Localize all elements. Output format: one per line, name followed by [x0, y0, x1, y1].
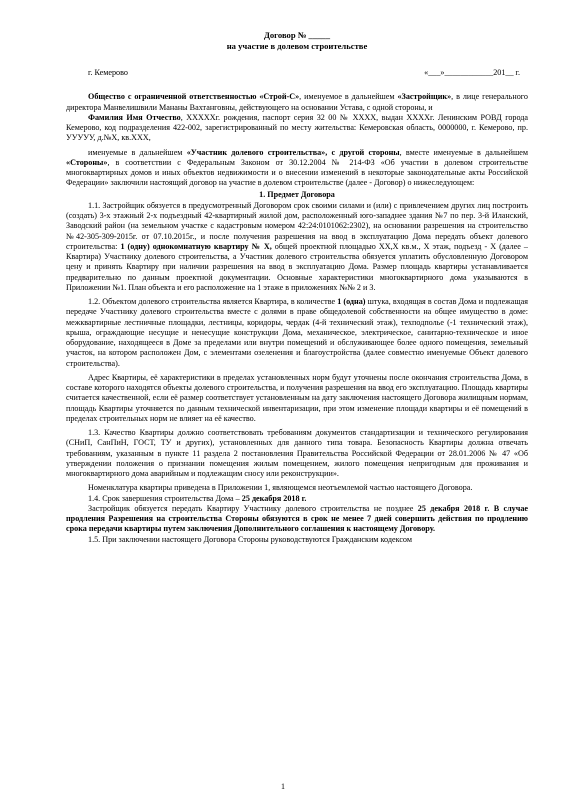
- text-fragment: , в соответствии с Федеральным Законом от 30.12.2004 № 214-ФЗ «Об участии в долевом строительстве многоквартирных домов и иных объектов недвижимости и о внесении изменений в некоторые законодательные акты Российской Федерации» заключили настоящий договор на участие в долевом строительстве (далее - Договор) о нижеследующем:: [66, 157, 528, 188]
- nomenclature-paragraph: Номенклатура квартиры приведена в Приложении 1, являющемся неотъемлемой частью настоящего Договора.: [88, 483, 473, 493]
- completion-date: 25 декабря 2018 г.: [241, 493, 307, 503]
- apartment-highlight: 1 (одну) однокомнатную квартиру № X,: [120, 241, 272, 251]
- document-title: [66, 30, 528, 52]
- party-participant-paragraph: [66, 113, 528, 144]
- contract-subtitle: на участие в долевом строительстве: [226, 41, 368, 51]
- address-paragraph: Адрес Квартиры, её характеристики в пределах установленных норм будут уточнены после окончания строительства Дома, в составе которого находятся объекты долевого строительства, и получения разрешения на ввод его эксплуатацию. Площадь квартиры считается качественной, если её размер соответствует установленным на дату заключения настоящего Договора жилищным нормам, площадь Квартиры уточняется по данным технической инвентаризации, при этом изменение площади квартиры и её помещений в пределах строительных норм не влияет на её качество.: [66, 372, 528, 423]
- contract-number-line: Договор № _____: [263, 30, 331, 40]
- participant-full-name: Фамилия Имя Отчество: [88, 112, 181, 122]
- developer-alias: «Застройщик»: [397, 92, 452, 102]
- text-fragment: , в лице генерального директора Манвелишвили Мананы Вахтанговны, действующего на основании Устава, с одной стороны, и: [66, 92, 528, 112]
- section-heading: 1. Предмет Договора: [259, 189, 335, 199]
- clause-1-2: [66, 297, 528, 369]
- place-date-row: [66, 68, 528, 78]
- developer-company-name: Общество с ограниченной ответственностью «Строй-С»: [88, 92, 300, 102]
- clause-1-3: 1.3. Качество Квартиры должно соответствовать требованиям документов стандартизации и технического регулирования (СНиП, СанПиН, ГОСТ, ТУ и других), установленных для данного типа товара. Безопасность Квартиры должна отвечать требованиям, указанным в пункте 11 раздела 2 постановления Правительства Российской Федерации от 28.01.2006 № 47 «Об утверждении положения о признании помещения жилым помещением, жилого помещения непригодным для проживания и многоквартирного дома аварийным и подлежащим сносу или реконструкции».: [66, 428, 528, 478]
- party-developer-paragraph: [66, 92, 528, 113]
- date-placeholder: «___»____________201__ г.: [424, 68, 520, 77]
- text-fragment: 1.4. Срок завершения строительства Дома –: [88, 493, 242, 503]
- clause-1-4: [66, 494, 528, 504]
- parties-intro-paragraph: [66, 148, 528, 189]
- clause-1-1: [66, 201, 528, 293]
- transfer-paragraph: [66, 504, 528, 535]
- document-body: [66, 30, 528, 545]
- text-fragment: , XXXXXг. рождения, паспорт серия 32 00 № XXXX, выдан XXXXг. Ленинским РОВД города Кемерово, код подразделения 422-002, зарегистрированный по месту жительства: Кемеровская область, 0000000, г. Кемерово, пр. УУУУУ, д.№Х, кв.XXX,: [66, 112, 529, 143]
- text-fragment: 1.2. Объектом долевого строительства является Квартира, в количестве: [88, 297, 338, 306]
- text-fragment: именуемые в дальнейшем: [88, 147, 187, 157]
- text-fragment: 1.1. Застройщик обязуется в предусмотренный Договором срок своими силами и (или) с привлечением других лиц построить (создать) 3-х этажный 2-х подъездный 42-квартирный жилой дом, расположенный юго-западнее здания №7 по пер. 3-й Иланский, Заводский район (на земельном участке с кадастровым номером 42:24:0101062:2302), на основании разрешения на строительство №42-305-309-2015г. от 07.10.2015г., и после получения разрешения на ввод в эксплуатацию Дома передать объект долевого строительства:: [66, 200, 528, 251]
- city-label: г. Кемерово: [88, 68, 128, 77]
- quantity-highlight: 1 (одна): [337, 297, 366, 306]
- text-fragment: общей проектной площадью XX,X кв.м., Х этаж, подъезд - Х (далее – Квартира) Участнику долевого строительства, а Участник долевого строительства обязуется уплатить обусловленную Договором цену и принять Квартиру при наличии разрешения на ввод в эксплуатацию Дома. Размер площадь квартиры устанавливается предварительно по данным проектной документации. Основные характеристики многоквартирного дома указываются в Приложении №1. План объекта и его расположение на 1 этаже в приложениях №№ 2 и 3.: [66, 241, 528, 292]
- transfer-terms: 25 декабря 2018 г. В случае продления Разрешения на строительства Стороны обязуются в срок не менее 7 дней совершить действия по продлению срока передачи квартиры путем заключения Дополнительного соглашения к настоящему Договору.: [66, 503, 528, 534]
- text-fragment: , вместе именуемые в дальнейшем: [399, 147, 528, 157]
- page-number: 1: [281, 782, 285, 791]
- parties-alias: «Стороны»: [66, 157, 108, 167]
- text-fragment: штука, входящая в состав Дома и подлежащая передаче Участнику долевого строительства вместе с долями в праве общедолевой собственности на общее имущество в доме: межквартирные лестничные площадки, лестницы, коридоры, чердак (4-й технический этаж), техподполье (-1 технический этаж), крыша, ограждающие несущие и ненесущие конструкции Дома, механическое, электрическое, санитарно-техническое и иное оборудование, находящееся в Доме за пределами или внутри помещений и обслуживающее более одного помещения, земельный участок, на котором расположен Дом, с элементами озеленения и благоустройства (далее совместно именуемые Объект долевого строительства).: [66, 297, 528, 368]
- participant-alias: «Участник долевого строительства», с другой стороны: [186, 147, 400, 157]
- clause-1-5: 1.5. При заключении настоящего Договора Стороны руководствуются Гражданским кодексом: [88, 534, 412, 544]
- text-fragment: , именуемое в дальнейшем: [299, 92, 398, 102]
- text-fragment: Застройщик обязуется передать Квартиру Участнику долевого строительства не позднее: [88, 503, 418, 513]
